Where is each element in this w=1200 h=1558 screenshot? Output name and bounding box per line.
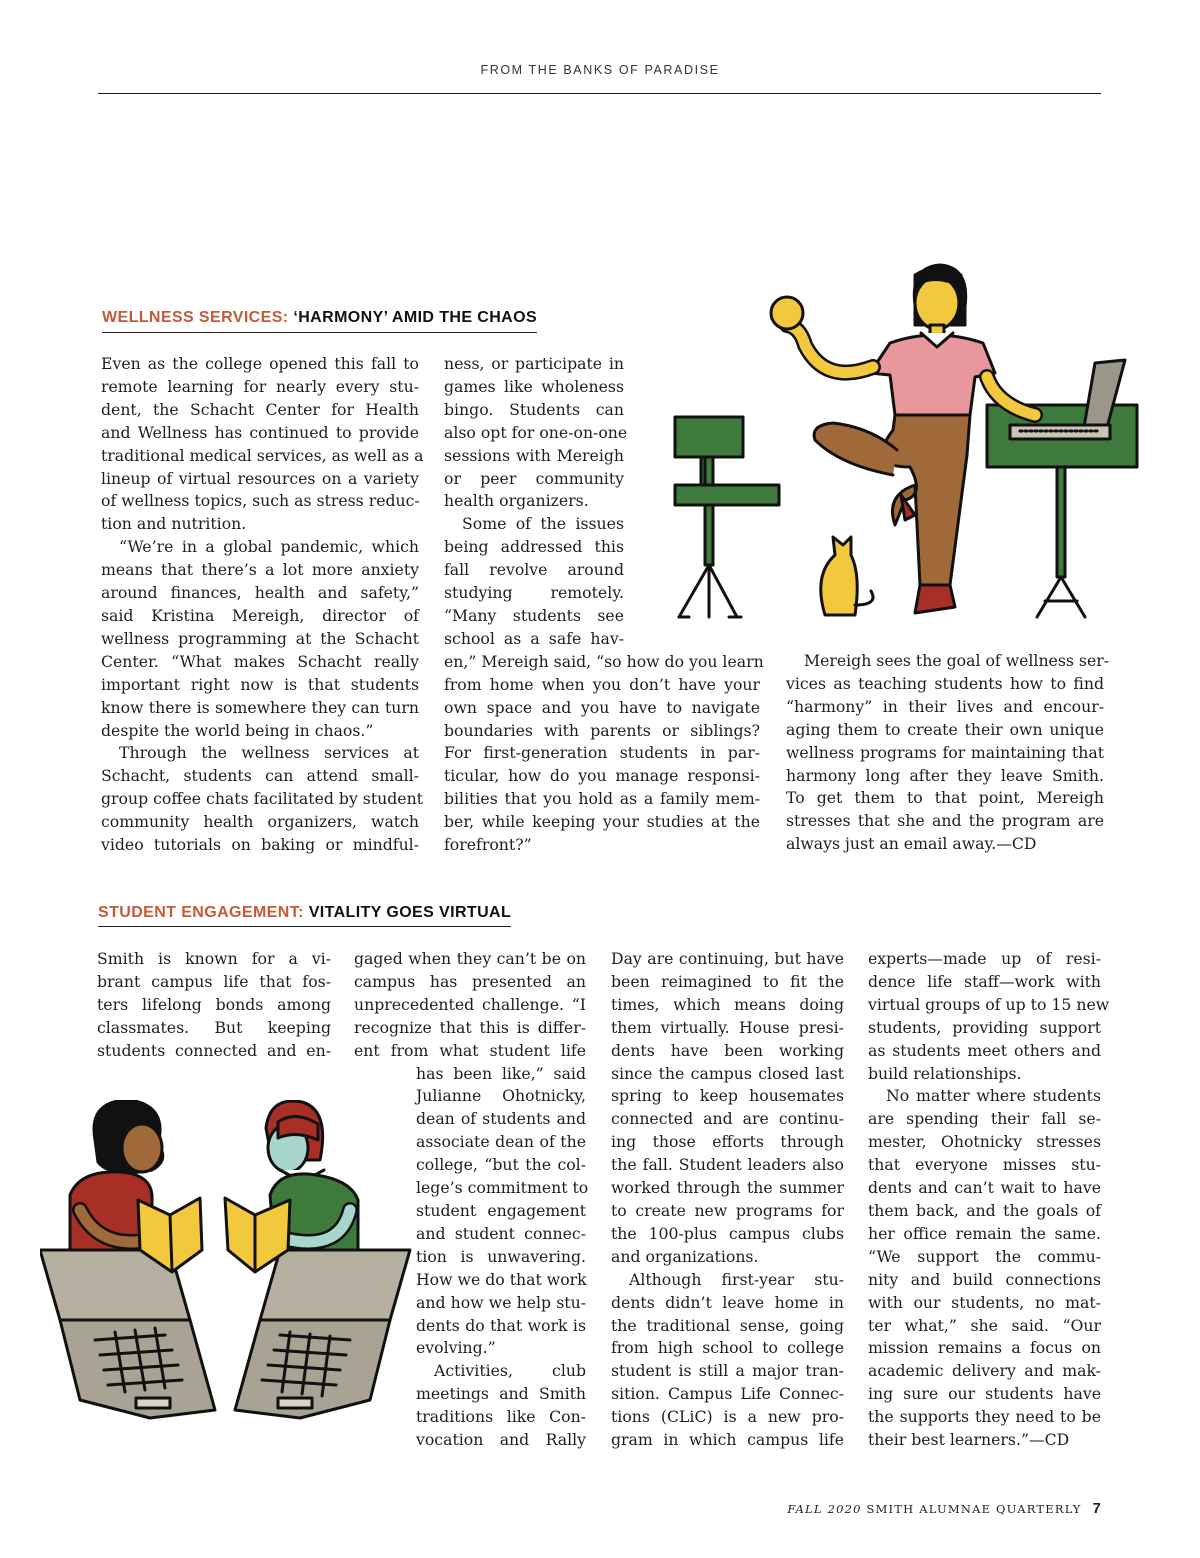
engagement-column-3: [611, 948, 844, 1452]
text-line: How we do that work: [416, 1269, 587, 1289]
text-line: lineup of virtual resources on a variety: [101, 468, 419, 488]
text-line: students, providing support: [868, 1017, 1101, 1037]
text-line: vices as teaching students how to find: [786, 673, 1104, 693]
section-title: VITALITY GOES VIRTUAL: [308, 904, 512, 921]
text-line: despite the world being in chaos.”: [101, 720, 374, 740]
text-line: ness, or participate in: [444, 354, 624, 373]
text-line: with our students, no mat-: [868, 1292, 1101, 1312]
paragraph: [611, 1269, 844, 1452]
text-line: ing sure our students have: [868, 1384, 1101, 1404]
text-line: bilities that you hold as a family mem-: [444, 789, 760, 809]
text-line: own space and you have to navigate: [444, 697, 760, 717]
text-line: ber, while keeping your studies at the: [444, 812, 760, 832]
text-line: also opt for one-on-one: [444, 422, 628, 442]
text-line: dence life staff—work with: [868, 971, 1101, 991]
wellness-column-1: [101, 353, 424, 857]
paragraph: [868, 1085, 1101, 1452]
text-line: Schacht, students can attend small-: [101, 766, 419, 786]
text-line: school as a safe hav-: [444, 628, 624, 648]
text-line: wellness programs for maintaining that: [786, 742, 1104, 762]
text-line: said Kristina Mereigh, director of: [101, 605, 419, 625]
text-line: traditions like Con-: [416, 1407, 586, 1427]
text-line: student engagement: [416, 1200, 586, 1220]
text-line: Activities, club: [434, 1361, 586, 1381]
text-line: has been like,” said: [416, 1063, 586, 1083]
text-line: and organizations.: [611, 1246, 759, 1266]
text-line: sition. Campus Life Connec-: [611, 1384, 844, 1404]
text-line: health organizers.: [444, 491, 589, 511]
paragraph: [101, 353, 424, 536]
student-left-figure: [70, 1100, 202, 1272]
text-line: recognize that this is differ-: [354, 1017, 586, 1037]
text-line: unprecedented challenge. “I: [354, 994, 586, 1014]
text-line: of wellness topics, such as stress reduc-: [101, 491, 420, 511]
text-line: evolving.”: [416, 1338, 496, 1358]
students-laptops-illustration: [40, 1100, 415, 1430]
engagement-column-1: [97, 948, 331, 1063]
page-footer: [787, 1500, 1102, 1517]
text-line: “We support the commu-: [868, 1246, 1101, 1266]
text-line: academic delivery and mak-: [868, 1361, 1101, 1381]
text-line: virtual groups of up to 15 new: [868, 994, 1110, 1014]
text-line: means that there’s a lot more anxiety: [101, 560, 419, 580]
text-line: wellness programming at the Schacht: [101, 628, 419, 648]
text-line: classmates. But keeping: [97, 1017, 331, 1037]
text-line: and Wellness has continued to provide: [101, 422, 419, 442]
text-line: mission remains a focus on: [868, 1338, 1101, 1358]
text-line: student is still a major tran-: [611, 1361, 844, 1381]
text-line: the 100-plus campus clubs: [611, 1223, 844, 1243]
text-line: experts—made up of resi-: [868, 949, 1101, 968]
paragraph: [786, 650, 1110, 856]
text-line: her office remain the same.: [868, 1223, 1101, 1243]
text-line: connected and are continu-: [611, 1109, 844, 1129]
text-line: dent, the Schacht Center for Health: [101, 399, 419, 419]
text-line: since the campus closed last: [611, 1063, 844, 1083]
text-line: their best learners.”—CD: [868, 1430, 1070, 1450]
text-line: Center. “What makes Schacht really: [101, 651, 419, 671]
text-line: ter what,” she said. “Our: [868, 1315, 1101, 1335]
text-line: college, “but the col-: [416, 1155, 586, 1175]
text-line: Through the wellness services at: [119, 743, 419, 763]
text-line: worked through the summer: [611, 1178, 844, 1198]
text-line: community health organizers, watch: [101, 812, 419, 832]
text-line: lege’s commitment to: [416, 1178, 589, 1198]
issue-label: FALL 2020: [787, 1502, 862, 1516]
text-line: vocation and Rally: [416, 1430, 586, 1450]
text-line: bingo. Students can: [444, 399, 624, 419]
cat-illustration: [821, 537, 873, 615]
magazine-name: SMITH ALUMNAE QUARTERLY: [866, 1502, 1082, 1516]
text-line: Although first-year stu-: [629, 1269, 844, 1289]
text-line: dents and can’t wait to have: [868, 1178, 1101, 1198]
text-line: mester, Ohotnicky stresses: [868, 1132, 1101, 1152]
text-line: en,” Mereigh said, “so how do you learn: [444, 651, 764, 671]
paragraph: [97, 948, 331, 1063]
text-line: the traditional sense, going: [611, 1315, 844, 1335]
text-line: the supports they need to be: [868, 1407, 1101, 1427]
text-line: around finances, health and safety,”: [101, 583, 419, 603]
text-line: from home when you don’t have your: [444, 674, 760, 694]
text-line: stresses that she and the program are: [786, 811, 1104, 831]
engagement-column-4: [868, 948, 1110, 1452]
text-line: group coffee chats facilitated by student: [101, 789, 423, 809]
text-line: Smith is known for a vi-: [97, 949, 331, 968]
paragraph: [611, 948, 844, 1269]
text-line: gram in which campus life: [611, 1430, 844, 1450]
text-line: tion and nutrition.: [101, 514, 247, 534]
text-line: associate dean of the: [416, 1132, 586, 1152]
text-line: aging them to create their own unique: [786, 719, 1104, 739]
text-line: For first-generation students in par-: [444, 743, 760, 763]
text-line: “We’re in a global pandemic, which: [119, 537, 419, 557]
text-line: ing those efforts through: [611, 1132, 844, 1152]
section-kicker: WELLNESS SERVICES:: [102, 309, 289, 326]
text-line: brant campus life that fos-: [97, 971, 331, 991]
text-line: games like wholeness: [444, 376, 624, 396]
text-line: that everyone misses stu-: [868, 1155, 1101, 1175]
text-line: being addressed this: [444, 537, 624, 557]
text-line: ters lifelong bonds among: [97, 994, 331, 1014]
text-line: times, which means doing: [611, 994, 844, 1014]
text-line: them virtually. House presi-: [611, 1017, 844, 1037]
text-line: nity and build connections: [868, 1269, 1101, 1289]
text-line: from high school to college: [611, 1338, 844, 1358]
text-line: to create new programs for: [611, 1200, 844, 1220]
laptop-icon: [40, 1250, 215, 1418]
wellness-illustration: [665, 255, 1145, 630]
text-line: build relationships.: [868, 1063, 1022, 1083]
text-line: been reimagined to fit the: [611, 971, 844, 991]
text-line: gaged when they can’t be on: [354, 949, 586, 968]
text-line: To get them to that point, Mereigh: [786, 788, 1104, 808]
text-line: are spending their fall se-: [868, 1109, 1101, 1129]
text-line: ent from what student life: [354, 1040, 586, 1060]
laptop-icon: [235, 1250, 410, 1418]
text-line: tions (CLiC) is a new pro-: [611, 1407, 844, 1427]
text-line: and student connec-: [416, 1223, 586, 1243]
running-head: FROM THE BANKS OF PARADISE: [480, 63, 720, 77]
text-line: “harmony” in their lives and encour-: [786, 696, 1104, 716]
section-title: ‘HARMONY’ AMID THE CHAOS: [293, 309, 538, 326]
section-heading-wellness: [102, 309, 537, 333]
text-line: studying remotely.: [444, 583, 624, 603]
text-line: harmony long after they leave Smith.: [786, 765, 1104, 785]
text-line: campus has presented an: [354, 971, 586, 991]
text-line: always just an email away.—CD: [786, 834, 1037, 854]
student-right-figure: [225, 1101, 358, 1272]
text-line: the fall. Student leaders also: [611, 1155, 844, 1175]
text-line: fall revolve around: [444, 560, 624, 580]
chair-illustration: [675, 417, 779, 617]
text-line: traditional medical services, as well as a: [101, 445, 424, 465]
text-line: sessions with Mereigh: [444, 445, 624, 465]
text-line: know there is somewhere they can turn: [101, 697, 419, 717]
text-line: and how we help stu-: [416, 1292, 586, 1312]
text-line: video tutorials on baking or mindful-: [101, 835, 419, 855]
text-line: Even as the college opened this fall to: [101, 354, 419, 373]
text-line: Day are continuing, but have: [611, 949, 844, 968]
text-line: Some of the issues: [462, 514, 624, 534]
text-line: dents have been working: [611, 1040, 844, 1060]
section-heading-engagement: [98, 904, 511, 927]
text-line: dents do that work is: [416, 1315, 586, 1335]
text-line: or peer community: [444, 468, 624, 488]
paragraph: [101, 536, 419, 742]
text-line: No matter where students: [886, 1086, 1101, 1106]
text-line: Julianne Ohotnicky,: [416, 1086, 586, 1106]
text-line: spring to keep housemates: [611, 1086, 844, 1106]
paragraph: [868, 948, 1110, 1085]
text-line: important right now is that students: [101, 674, 419, 694]
section-kicker: STUDENT ENGAGEMENT:: [98, 904, 304, 921]
text-line: dents didn’t leave home in: [611, 1292, 844, 1312]
text-line: ticular, how do you manage responsi-: [444, 766, 760, 786]
wellness-column-3: [786, 650, 1110, 856]
text-line: “Many students see: [444, 605, 624, 625]
text-line: tion is unwavering.: [416, 1246, 586, 1266]
text-line: dean of students and: [416, 1109, 586, 1129]
text-line: meetings and Smith: [416, 1384, 586, 1404]
text-line: students connected and en-: [97, 1040, 331, 1060]
text-line: as students meet others and: [868, 1040, 1101, 1060]
text-line: boundaries with parents or siblings?: [444, 720, 760, 740]
laptop-icon: [1010, 360, 1125, 439]
text-line: remote learning for nearly every stu-: [101, 376, 419, 396]
text-line: them back, and the goals of: [868, 1200, 1101, 1220]
text-line: Mereigh sees the goal of wellness ser-: [804, 651, 1110, 670]
header-rule: [98, 93, 1101, 94]
paragraph: [101, 742, 423, 857]
text-line: forefront?”: [444, 835, 532, 855]
page-number: 7: [1092, 1500, 1102, 1517]
